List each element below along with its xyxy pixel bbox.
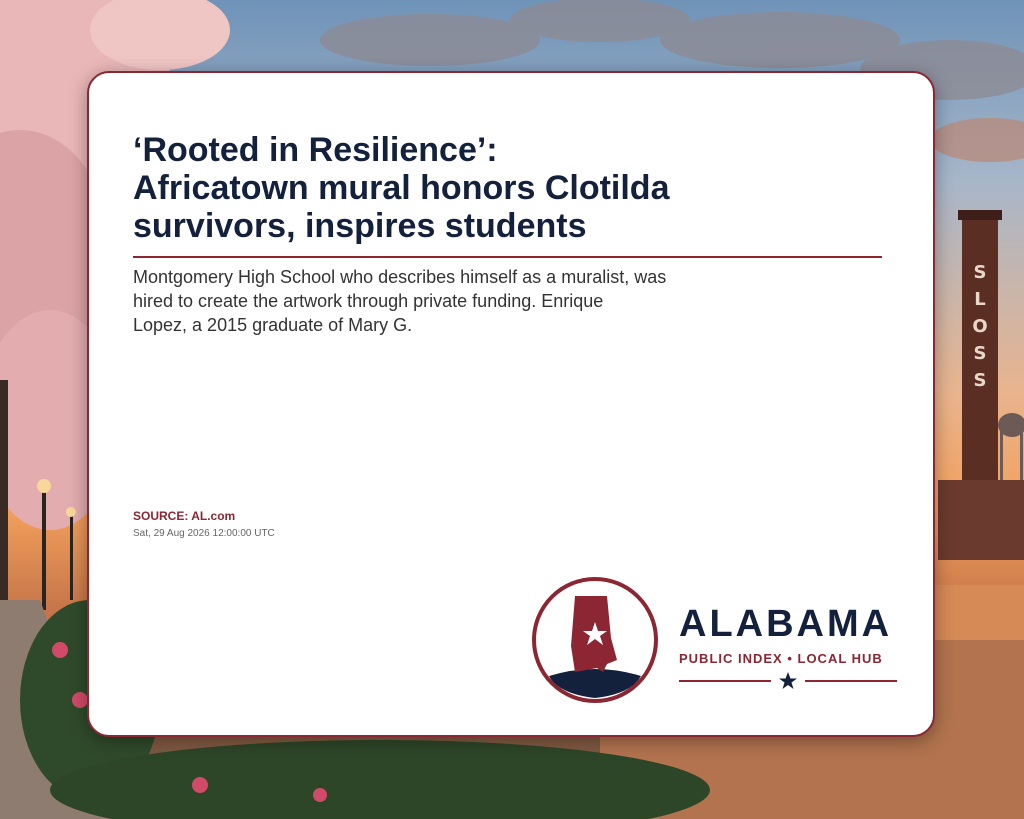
smokestack-letter: S [973, 343, 987, 364]
smokestack-lettering [972, 262, 987, 391]
smokestack-letter: S [973, 262, 987, 283]
brick-building [938, 480, 1024, 560]
water-tower [998, 413, 1024, 490]
headline-line: survivors, inspires students [133, 207, 587, 245]
article-source: SOURCE: AL.com [133, 509, 236, 523]
excerpt-line: Montgomery High School who describes himself as a muralist, was [133, 267, 667, 287]
article-headline [133, 131, 893, 245]
article-excerpt [133, 265, 753, 337]
smokestack-letter: S [973, 370, 987, 391]
brand-star-divider [679, 671, 897, 691]
smokestack-letter: O [972, 316, 988, 337]
excerpt-line: Lopez, a 2015 graduate of Mary G. [133, 315, 413, 335]
article-card [87, 71, 935, 737]
brand-tagline: PUBLIC INDEX • LOCAL HUB [679, 651, 883, 666]
headline-divider [133, 256, 882, 258]
alabama-seal-icon [531, 576, 659, 704]
brand-name: ALABAMA [679, 603, 893, 645]
headline-line: Africatown mural honors Clotilda [133, 169, 670, 207]
excerpt-line: hired to create the artwork through private funding. Enrique [133, 291, 604, 311]
article-date: Sat, 29 Aug 2026 12:00:00 UTC [133, 528, 275, 539]
headline-line: ‘Rooted in Resilience’: [133, 131, 498, 169]
smokestack-letter: L [974, 289, 986, 310]
